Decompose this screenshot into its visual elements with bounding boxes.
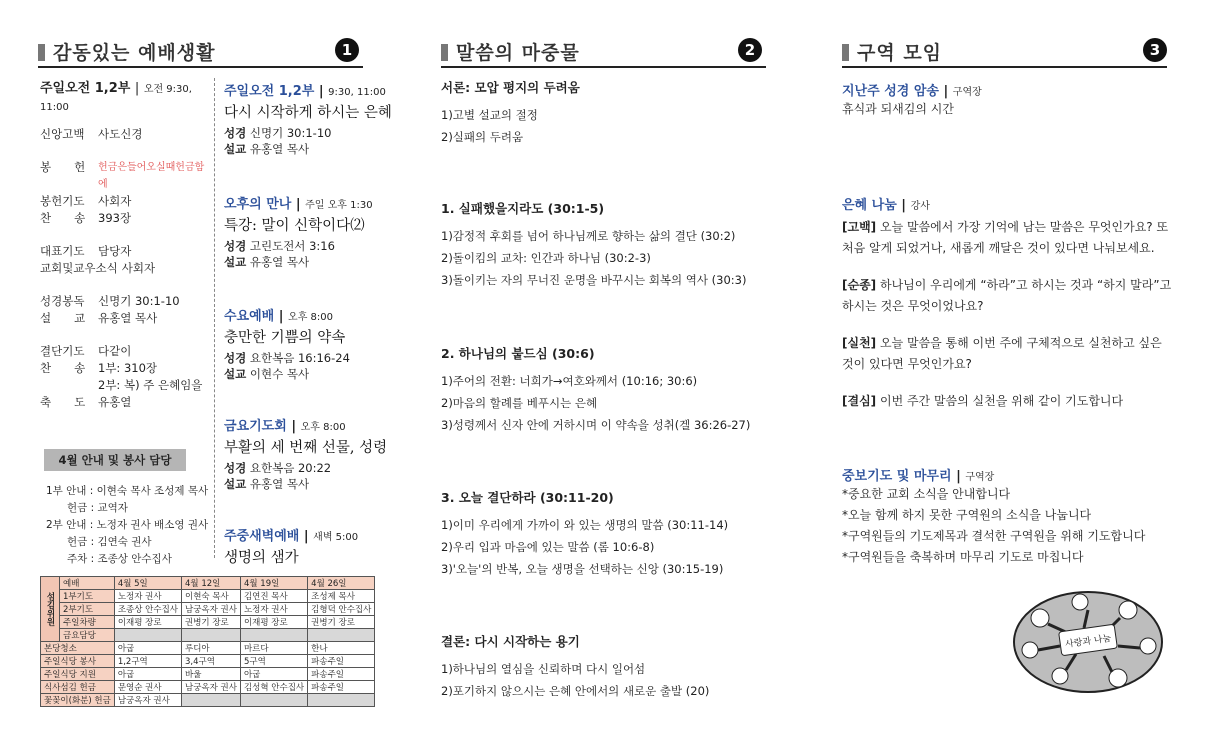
order-label: 결단기도 — [40, 344, 85, 358]
order-label: 성경봉독 — [40, 294, 85, 308]
roster-cell: 마르다 — [240, 642, 307, 655]
outline-heading: 2. 하나님의 붙드심 (30:6) — [441, 346, 595, 361]
order-label: 신앙고백 — [40, 127, 85, 141]
order-value: 1부: 310장 — [98, 361, 158, 375]
roster-cell: 바울 — [182, 668, 241, 681]
outline-block — [441, 78, 761, 148]
order-label: 설 교 — [40, 311, 86, 325]
order-label: 봉 헌 — [40, 160, 86, 174]
outline-block — [441, 488, 761, 580]
order-row — [40, 260, 210, 277]
preacher-line — [224, 366, 404, 382]
order-label: 교회및교우소식 — [40, 261, 118, 275]
separator: | — [274, 309, 289, 324]
order-row — [40, 394, 210, 411]
roster-cell: 파송주일 — [308, 668, 375, 681]
order-value: 신명기 30:1-10 — [98, 294, 180, 308]
service-name: 주중새벽예배 — [224, 529, 300, 544]
preacher-line — [224, 254, 404, 270]
scripture-line — [224, 350, 404, 366]
section-rule — [441, 66, 766, 68]
roster-cell: 남궁옥자 권사 — [182, 681, 241, 694]
roster-cell: 식사섬김 헌금 — [41, 681, 115, 694]
roster-row — [41, 668, 375, 681]
spacer — [40, 227, 210, 243]
preacher-label: 설교 — [224, 142, 247, 156]
roster-cell — [240, 629, 307, 642]
roster-row — [41, 603, 375, 616]
sharing-title: 은혜 나눔 | 강사 — [842, 198, 930, 213]
scripture-ref: 요한복음 20:22 — [246, 461, 332, 475]
order-row — [40, 193, 210, 210]
service-title — [224, 525, 404, 544]
service-title — [224, 305, 404, 324]
roster-cell: 금요담당 — [60, 629, 115, 642]
outline-heading: 서론: 모압 평지의 두려움 — [441, 80, 580, 95]
section-number-badge: 2 — [738, 38, 762, 62]
scripture-line — [224, 460, 404, 476]
serving-roster-table — [40, 576, 375, 707]
order-value: 사회자 — [98, 194, 132, 208]
service-time: 9:30, 11:00 — [328, 87, 386, 98]
prayer-title: 중보기도 및 마무리 | 구역장 — [842, 469, 995, 484]
roster-cell: 김성혁 안수집사 — [240, 681, 307, 694]
order-label — [40, 377, 98, 394]
roster-cell: 파송주일 — [308, 681, 375, 694]
roster-row — [41, 629, 375, 642]
service-time: 오후 8:00 — [300, 422, 346, 433]
roster-cell: 조성제 목사 — [308, 590, 375, 603]
question-text: 오늘 말씀에서 가장 기억에 남는 말씀은 무엇인가요? 또 처음 알게 되었거나, 새롭게 깨달은 것이 있다면 나눠보세요. — [842, 220, 1169, 255]
prayer-item: *오늘 함께 하지 못한 구역원의 소식을 나눕니다 — [842, 508, 1092, 522]
duty-line: 헌금 : 교역자 — [46, 502, 128, 514]
service-name: 수요예배 — [224, 309, 275, 324]
roster-cell — [308, 694, 375, 707]
roster-cell: 3,4구역 — [182, 655, 241, 668]
outline-point: 2)돌이킴의 교차: 인간과 하나님 (30:2-3) — [441, 251, 651, 265]
roster-cell: 아굽 — [114, 642, 181, 655]
separator: | — [286, 419, 301, 434]
sharing-questions — [842, 217, 1172, 412]
order-row — [40, 126, 210, 143]
outline-point: 1)이미 우리에게 가까이 와 있는 생명의 말씀 (30:11-14) — [441, 518, 729, 532]
outline-point: 2)마음의 할례를 베푸시는 은혜 — [441, 396, 598, 410]
preacher-name: 유홍열 목사 — [246, 255, 310, 269]
order-label: 대표기도 — [40, 244, 85, 258]
sharing-question — [842, 391, 1172, 412]
roster-cell: 파송주일 — [308, 655, 375, 668]
scripture-ref: 고린도전서 3:16 — [246, 239, 335, 253]
service-block — [224, 525, 404, 570]
service-block — [224, 305, 404, 382]
roster-row — [41, 694, 375, 707]
fellowship-illustration — [1010, 588, 1166, 696]
service-title — [224, 80, 404, 99]
spacer — [40, 143, 210, 159]
service-title — [224, 193, 404, 212]
preacher-name: 유홍열 목사 — [246, 142, 310, 156]
prayer-item: *구역원들을 축복하며 마무리 기도로 마칩니다 — [842, 550, 1084, 564]
section-heading-sermon: 말씀의 마중물 — [441, 38, 580, 62]
roster-cell: 이현숙 목사 — [182, 590, 241, 603]
prayer-list — [842, 484, 1172, 568]
order-row — [40, 310, 210, 327]
scripture-ref: 요한복음 16:16-24 — [246, 351, 350, 365]
order-row — [40, 293, 210, 310]
service-block — [224, 415, 404, 492]
order-value: 헌금은들어오실때헌금함에 — [98, 162, 205, 190]
order-label: 축 도 — [40, 395, 86, 409]
separator: | — [314, 84, 329, 99]
sharing-question — [842, 275, 1172, 317]
scripture-ref: 신명기 30:1-10 — [246, 126, 332, 140]
duty-line: 헌금 : 김연숙 권사 — [46, 536, 152, 548]
sharing-question — [842, 333, 1172, 375]
outline-block — [441, 344, 761, 436]
roster-row — [41, 616, 375, 629]
duty-list — [46, 483, 208, 568]
service-name: 금요기도회 — [224, 419, 287, 434]
order-value: 유홍열 — [98, 395, 132, 409]
service-time: 주일 오후 1:30 — [305, 200, 373, 211]
illustration-label: 사랑과 나눔 — [1064, 633, 1112, 651]
outline-point: 3)돌이키는 자의 무너진 운명을 바꾸시는 회복의 역사 (30:3) — [441, 273, 747, 287]
outline-heading: 3. 오늘 결단하라 (30:11-20) — [441, 490, 614, 505]
outline-point: 1)하나님의 열심을 신뢰하며 다시 일어섬 — [441, 662, 646, 676]
column-divider — [214, 78, 215, 558]
roster-cell — [308, 629, 375, 642]
roster-row — [41, 642, 375, 655]
question-text: 오늘 말씀을 통해 이번 주에 구체적으로 실천하고 싶은 것이 있다면 무엇인가요? — [842, 336, 1162, 371]
order-label: 찬 송 — [40, 211, 86, 225]
outline-point: 1)감정적 후회를 넘어 하나님께로 향하는 삶의 결단 (30:2) — [441, 229, 736, 243]
last-week-memory-verse — [842, 80, 1172, 120]
roster-cell: 노정자 권사 — [114, 590, 181, 603]
outline-point: 2)포기하지 않으시는 은혜 안에서의 새로운 출발 (20) — [441, 684, 710, 698]
roster-row — [41, 681, 375, 694]
prayer-item: *중요한 교회 소식을 안내합니다 — [842, 487, 1011, 501]
last-week-title: 지난주 성경 암송 | 구역장 — [842, 84, 982, 99]
service-time: 새벽 5:00 — [313, 532, 359, 543]
roster-cell: 루디아 — [182, 642, 241, 655]
roster-cell: 주일식당 봉사 — [41, 655, 115, 668]
duty-line: 2부 안내 : 노정자 권사 배소영 권사 — [46, 519, 209, 531]
spacer — [40, 327, 210, 343]
duty-line: 주차 : 조종상 안수집사 — [46, 553, 172, 565]
order-value: 2부: 복) 주 은혜임을 — [98, 378, 203, 392]
order-row — [40, 210, 210, 227]
grace-sharing — [842, 194, 1172, 412]
outline-point: 1)주어의 전환: 너희가→여호와께서 (10:16; 30:6) — [441, 374, 698, 388]
section-rule — [38, 66, 363, 68]
service-title — [224, 415, 404, 434]
roster-cell — [114, 629, 181, 642]
roster-header-cell: 4월 19일 — [240, 577, 307, 590]
roster-row — [41, 655, 375, 668]
roster-cell: 남궁옥자 권사 — [114, 694, 181, 707]
order-value: 다같이 — [98, 344, 132, 358]
question-tag: [고백] — [842, 220, 877, 234]
roster-row — [41, 590, 375, 603]
preacher-name: 유홍열 목사 — [246, 477, 310, 491]
roster-cell: 5구역 — [240, 655, 307, 668]
roster-cell: 아굽 — [114, 668, 181, 681]
section-number-badge: 3 — [1143, 38, 1167, 62]
sharing-question — [842, 217, 1172, 259]
section-number-badge: 1 — [335, 38, 359, 62]
duty-line: 1부 안내 : 이현숙 목사 조성제 목사 — [46, 485, 209, 497]
roster-cell — [182, 694, 241, 707]
preacher-line — [224, 141, 404, 157]
order-row — [40, 243, 210, 260]
preacher-label: 설교 — [224, 255, 247, 269]
roster-cell: 1부기도 — [60, 590, 115, 603]
preacher-line — [224, 476, 404, 492]
question-tag: [순종] — [842, 278, 877, 292]
roster-cell: 이재평 장로 — [240, 616, 307, 629]
sermon-title: 충만한 기쁨의 약속 — [224, 330, 346, 346]
outline-point: 3)성령께서 신자 안에 거하시며 이 약속을 성취(겔 36:26-27) — [441, 418, 751, 432]
sermon-title: 부활의 세 번째 선물, 성령 — [224, 440, 388, 456]
worship-order-list — [40, 126, 210, 411]
scripture-label: 성경 — [224, 239, 247, 253]
order-label: 찬 송 — [40, 361, 86, 375]
roster-header-cell: 4월 26일 — [308, 577, 375, 590]
scripture-label: 성경 — [224, 126, 247, 140]
roster-cell: 권병기 장로 — [182, 616, 241, 629]
scripture-label: 성경 — [224, 351, 247, 365]
roster-cell: 문영순 권사 — [114, 681, 181, 694]
roster-cell: 주일차량 — [60, 616, 115, 629]
outline-block — [441, 632, 761, 702]
sermon-title: 다시 시작하게 하시는 은혜 — [224, 105, 392, 121]
preacher-label: 설교 — [224, 367, 247, 381]
roster-cell: 아굽 — [240, 668, 307, 681]
order-value: 담당자 — [98, 244, 132, 258]
question-tag: [결심] — [842, 394, 877, 408]
roster-cell: 조종상 안수집사 — [114, 603, 181, 616]
intercession — [842, 465, 1172, 568]
outline-heading: 1. 실패했을지라도 (30:1-5) — [441, 201, 605, 216]
outline-block — [441, 199, 761, 291]
last-week-text: 휴식과 되새김의 시간 — [842, 102, 954, 116]
sermon-title: 생명의 샘가 — [224, 550, 299, 566]
service-name: 주일오전 1,2부 — [224, 84, 315, 99]
roster-cell: 노정자 권사 — [240, 603, 307, 616]
roster-cell: 2부기도 — [60, 603, 115, 616]
roster-cell — [240, 694, 307, 707]
outline-point: 2)우리 입과 마음에 있는 말씀 (롬 10:6-8) — [441, 540, 655, 554]
scripture-label: 성경 — [224, 461, 247, 475]
sermon-title: 특강: 말이 신학이다⑵ — [224, 218, 365, 234]
roster-header-row — [41, 577, 375, 590]
outline-heading: 결론: 다시 시작하는 용기 — [441, 634, 580, 649]
preacher-name: 이현수 목사 — [246, 367, 310, 381]
service-time: 오후 8:00 — [288, 312, 334, 323]
order-value: 유홍열 목사 — [98, 311, 158, 325]
question-text: 하나님이 우리에게 “하라”고 하시는 것과 “하지 말라”고 하시는 것은 무엇이었나요? — [842, 278, 1172, 313]
separator: | — [299, 529, 314, 544]
roster-cell: 남궁옥자 권사 — [182, 603, 241, 616]
roster-cell: 김형덕 안수집사 — [308, 603, 375, 616]
worship-order-title: 주일오전 1,2부 | 오전 9:30, 11:00 — [40, 81, 192, 113]
roster-cell: 한나 — [308, 642, 375, 655]
roster-cell: 1,2구역 — [114, 655, 181, 668]
order-row — [40, 343, 210, 360]
prayer-item: *구역원들의 기도제목과 결석한 구역원을 위해 기도합니다 — [842, 529, 1146, 543]
question-tag: [실천] — [842, 336, 877, 350]
order-row — [40, 360, 210, 377]
separator: | — [291, 197, 306, 212]
outline-point: 2)실패의 두려움 — [441, 130, 524, 144]
order-value: 사도신경 — [98, 127, 143, 141]
service-block — [224, 193, 404, 270]
roster-side-label: 섬김위원 — [41, 577, 60, 642]
scripture-line — [224, 238, 404, 254]
order-row — [40, 377, 210, 394]
question-text: 이번 주간 말씀의 실천을 위해 같이 기도합니다 — [876, 394, 1124, 408]
scripture-line — [224, 125, 404, 141]
roster-cell: 이재평 장로 — [114, 616, 181, 629]
roster-header-cell: 4월 12일 — [182, 577, 241, 590]
worship-order — [40, 80, 210, 411]
service-name: 오후의 만나 — [224, 197, 292, 212]
roster-header-cell: 4월 5일 — [114, 577, 181, 590]
preacher-label: 설교 — [224, 477, 247, 491]
roster-cell: 본당청소 — [41, 642, 115, 655]
outline-point: 3)'오늘'의 반복, 오늘 생명을 선택하는 신앙 (30:15-19) — [441, 562, 724, 576]
spacer — [40, 277, 210, 293]
order-value: 393장 — [98, 211, 132, 225]
order-row — [40, 159, 210, 193]
roster-cell: 꽃꽂이(화분) 헌금 — [41, 694, 115, 707]
order-label: 봉헌기도 — [40, 194, 85, 208]
roster-cell: 권병기 장로 — [308, 616, 375, 629]
outline-point: 1)고별 설교의 절정 — [441, 108, 538, 122]
section-heading-worship: 감동있는 예배생활 — [38, 38, 215, 62]
duty-title: 4월 안내 및 봉사 담당 — [44, 449, 186, 471]
section-rule — [842, 66, 1167, 68]
section-heading-cell-group: 구역 모임 — [842, 38, 942, 62]
roster-cell: 김연진 목사 — [240, 590, 307, 603]
roster-header-cell: 예배 — [60, 577, 115, 590]
order-value: 사회자 — [121, 261, 156, 275]
roster-cell: 주일식당 지원 — [41, 668, 115, 681]
roster-cell — [182, 629, 241, 642]
service-block — [224, 80, 404, 157]
